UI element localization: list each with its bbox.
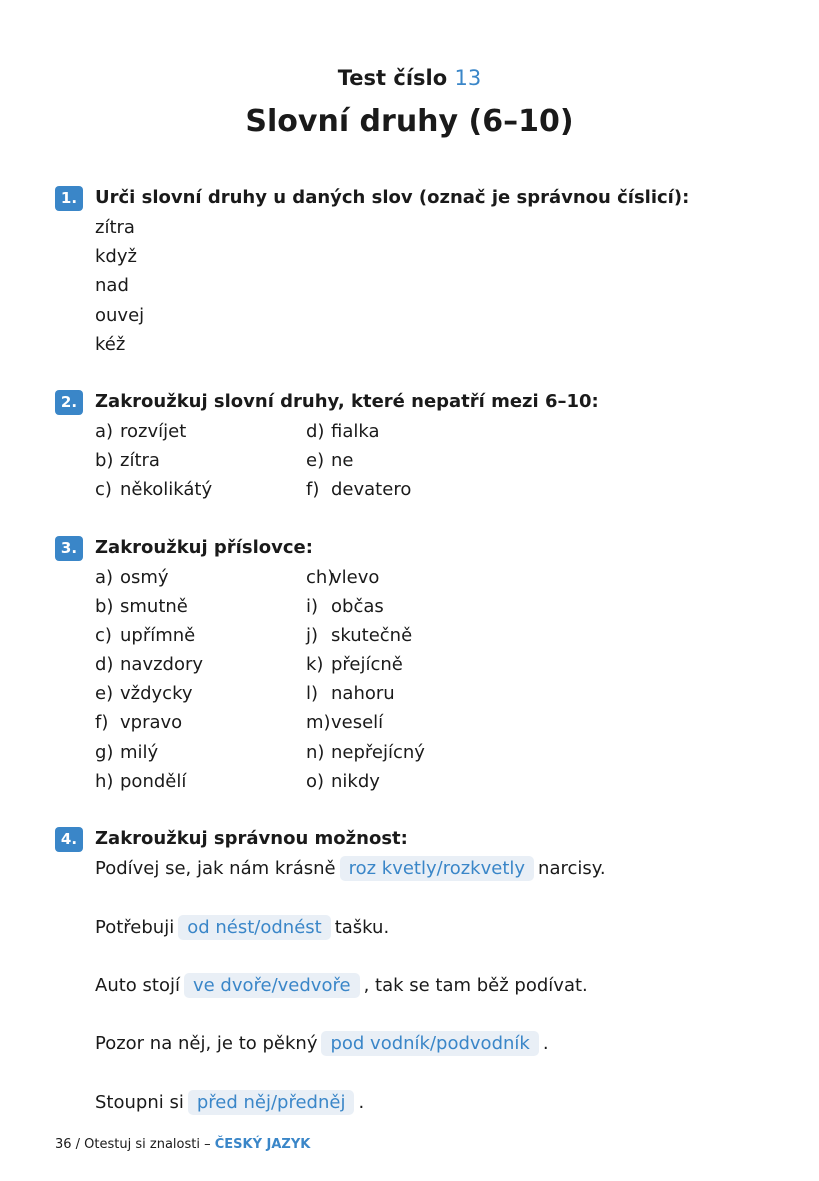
option-word: ne xyxy=(331,450,354,471)
option-letter: m) xyxy=(306,712,331,733)
option-word: milý xyxy=(120,742,159,763)
q4-sentence xyxy=(95,915,389,940)
page-footer xyxy=(55,1137,310,1152)
q2-option[interactable] xyxy=(306,479,411,500)
q1-word: nad xyxy=(95,275,129,296)
q4-sentence xyxy=(95,1090,364,1115)
option-letter: ch) xyxy=(306,567,335,588)
option-letter: g) xyxy=(95,742,114,763)
q3-option[interactable] xyxy=(306,742,425,763)
q4-sentence xyxy=(95,973,588,998)
q2-option[interactable] xyxy=(95,450,160,471)
question-1-badge: 1. xyxy=(55,186,83,211)
sentence-after: narcisy. xyxy=(538,858,606,879)
q3-option[interactable] xyxy=(306,625,412,646)
q3-option[interactable] xyxy=(95,625,195,646)
option-word: vpravo xyxy=(120,712,183,733)
option-letter: k) xyxy=(306,654,324,675)
q3-option[interactable] xyxy=(95,683,193,704)
option-word: veselí xyxy=(331,712,384,733)
option-word: nepřejícný xyxy=(331,742,425,763)
option-word: vlevo xyxy=(331,567,380,588)
q3-option[interactable] xyxy=(95,712,182,733)
option-letter: l) xyxy=(306,683,319,704)
q3-option[interactable] xyxy=(95,742,158,763)
option-letter: f) xyxy=(306,479,320,500)
sentence-before: Podívej se, jak nám krásně xyxy=(95,858,336,879)
choice-chip[interactable]: pod vodník/podvodník xyxy=(321,1031,538,1056)
question-1-text: Urči slovní druhy u daných slov (označ je správnou číslicí): xyxy=(95,187,690,208)
q2-option[interactable] xyxy=(95,421,186,442)
choice-chip[interactable]: od nést/odnést xyxy=(178,915,331,940)
option-word: nahoru xyxy=(331,683,395,704)
option-word: fialka xyxy=(331,421,380,442)
sentence-after: , tak se tam běž podívat. xyxy=(363,975,588,996)
question-4-badge: 4. xyxy=(55,827,83,852)
q1-word: zítra xyxy=(95,217,135,238)
q3-option[interactable] xyxy=(306,712,383,733)
option-letter: j) xyxy=(306,625,319,646)
option-word: nikdy xyxy=(331,771,380,792)
option-letter: a) xyxy=(95,567,114,588)
option-letter: n) xyxy=(306,742,325,763)
q4-sentence xyxy=(95,856,606,881)
option-letter: e) xyxy=(306,450,325,471)
option-letter: a) xyxy=(95,421,114,442)
test-label: Test číslo xyxy=(337,66,448,90)
option-letter: o) xyxy=(306,771,325,792)
footer-subject: ČESKÝ JAZYK xyxy=(214,1137,311,1152)
option-word: vždycky xyxy=(120,683,193,704)
option-word: navzdory xyxy=(120,654,204,675)
question-2-text: Zakroužkuj slovní druhy, které nepatří mezi 6–10: xyxy=(95,391,599,412)
option-letter: f) xyxy=(95,712,109,733)
page-title: Slovní druhy (6–10) xyxy=(245,104,574,139)
option-letter: i) xyxy=(306,596,319,617)
question-2-badge: 2. xyxy=(55,390,83,415)
sentence-after: . xyxy=(542,1033,549,1054)
choice-chip[interactable]: roz kvetly/rozkvetly xyxy=(340,856,534,881)
q2-option[interactable] xyxy=(306,421,380,442)
option-letter: e) xyxy=(95,683,114,704)
option-word: občas xyxy=(331,596,384,617)
question-3-text: Zakroužkuj příslovce: xyxy=(95,537,313,558)
q3-option[interactable] xyxy=(95,596,188,617)
option-letter: c) xyxy=(95,479,112,500)
option-word: zítra xyxy=(120,450,160,471)
option-word: rozvíjet xyxy=(120,421,187,442)
q3-option[interactable] xyxy=(306,654,403,675)
option-letter: c) xyxy=(95,625,112,646)
option-word: smutně xyxy=(120,596,188,617)
sentence-before: Pozor na něj, je to pěkný xyxy=(95,1033,318,1054)
option-letter: h) xyxy=(95,771,114,792)
q2-option[interactable] xyxy=(306,450,353,471)
q2-option[interactable] xyxy=(95,479,212,500)
q3-option[interactable] xyxy=(306,683,395,704)
sentence-after: tašku. xyxy=(334,917,390,938)
sentence-before: Auto stojí xyxy=(95,975,180,996)
choice-chip[interactable]: ve dvoře/vedvoře xyxy=(184,973,360,998)
option-word: pondělí xyxy=(120,771,187,792)
test-number: 13 xyxy=(454,66,482,90)
option-word: upřímně xyxy=(120,625,196,646)
q3-option[interactable] xyxy=(306,596,384,617)
option-word: přejícně xyxy=(331,654,403,675)
q3-option[interactable] xyxy=(95,567,169,588)
sentence-before: Stoupni si xyxy=(95,1092,184,1113)
option-word: osmý xyxy=(120,567,169,588)
sentence-after: . xyxy=(358,1092,365,1113)
option-letter: b) xyxy=(95,450,114,471)
question-3-badge: 3. xyxy=(55,536,83,561)
q3-option[interactable] xyxy=(306,567,379,588)
option-letter: b) xyxy=(95,596,114,617)
option-word: několikátý xyxy=(120,479,213,500)
q4-sentence xyxy=(95,1031,549,1056)
q3-option[interactable] xyxy=(306,771,380,792)
choice-chip[interactable]: před něj/předněj xyxy=(188,1090,355,1115)
q3-option[interactable] xyxy=(95,654,203,675)
option-letter: d) xyxy=(95,654,114,675)
question-4-text: Zakroužkuj správnou možnost: xyxy=(95,828,408,849)
option-letter: d) xyxy=(306,421,325,442)
option-word: devatero xyxy=(331,479,412,500)
q1-word: když xyxy=(95,246,137,267)
q1-word: kéž xyxy=(95,334,126,355)
footer-page-info: 36 / Otestuj si znalosti – xyxy=(55,1137,211,1152)
q3-option[interactable] xyxy=(95,771,186,792)
test-number-heading xyxy=(0,66,819,90)
q1-word: ouvej xyxy=(95,305,145,326)
option-word: skutečně xyxy=(331,625,413,646)
sentence-before: Potřebuji xyxy=(95,917,175,938)
